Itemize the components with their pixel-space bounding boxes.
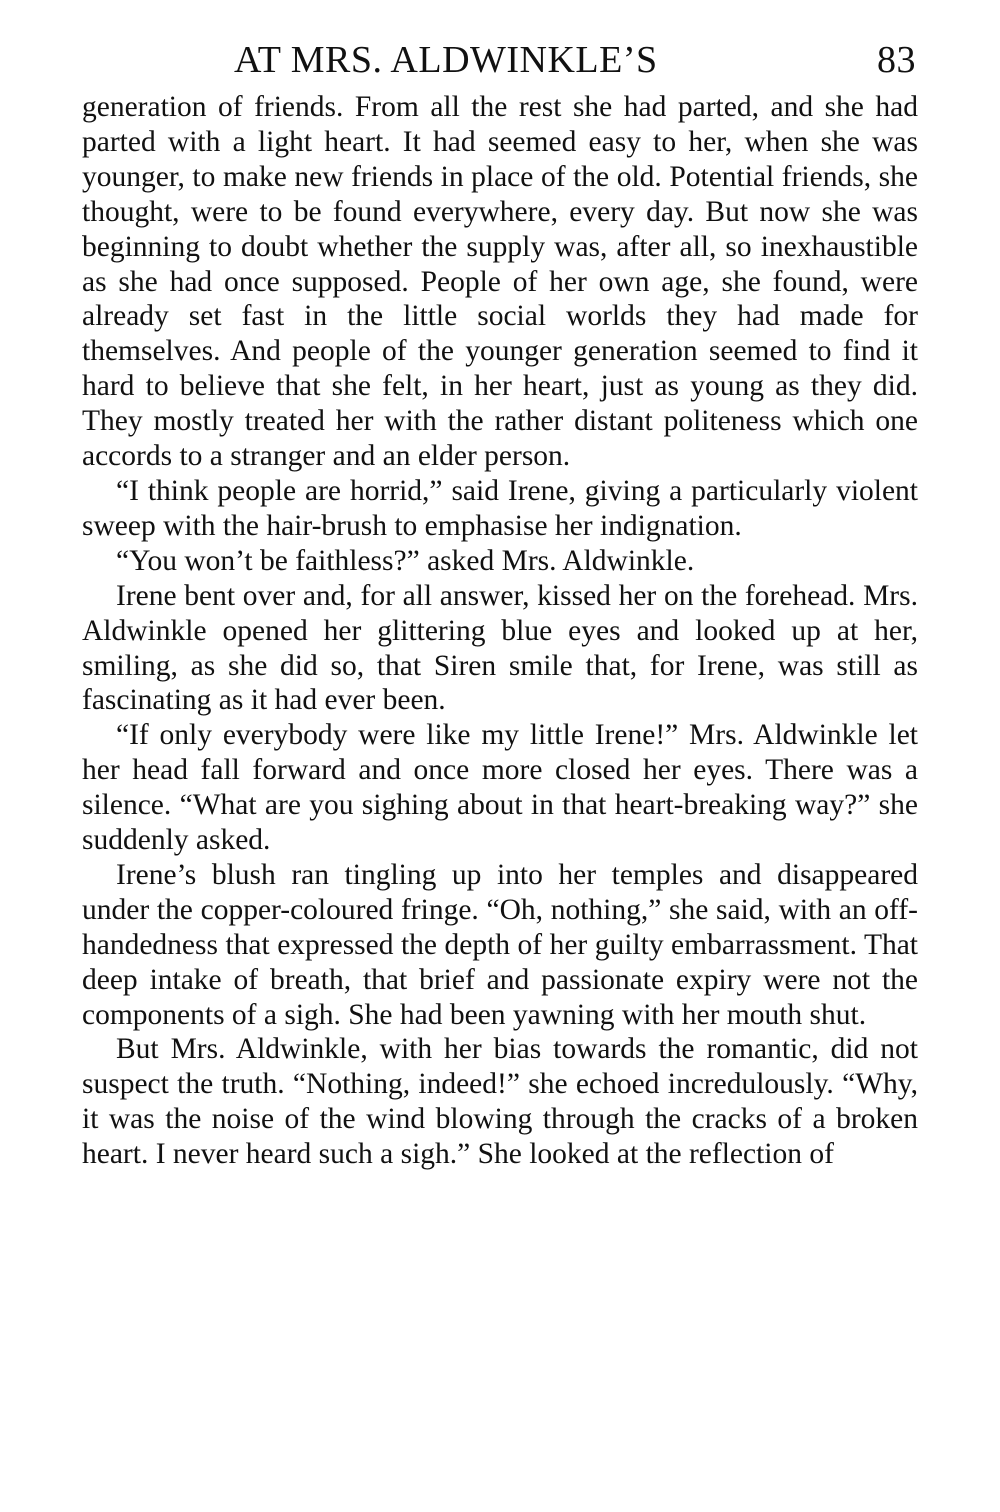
paragraph-2: “I think people are horrid,” said Irene, giving a particularly violent sweep with the hair-brush to emphasise her indignation.: [82, 474, 918, 542]
running-head: AT MRS. ALDWINKLE’S: [234, 39, 658, 81]
paragraph-6: Irene’s blush ran tingling up into her temples and disappeared under the copper-coloured fringe. “Oh, nothing,” she said, with an off-handedness that expressed the depth of her guilty embarrassment. That deep intake of breath, that brief and passionate expiry were not the components of a sigh. She had been yawning with her mouth shut.: [82, 858, 918, 1031]
page-number: 83: [877, 39, 916, 81]
paragraph-5: “If only everybody were like my little Irene!” Mrs. Aldwinkle let her head fall forward and once more closed her eyes. There was a silence. “What are you sighing about in that heart-breaking way?” she suddenly asked.: [82, 719, 918, 857]
page-header: [82, 30, 918, 90]
paragraph-1: generation of friends. From all the rest she had parted, and she had parted with a light heart. It had seemed easy to her, when she was younger, to make new friends in place of the old. Potential friends, she thought, were to be found everywhere, every day. But now she was beginning to doubt whether the supply was, after all, so inexhaustible as she had once supposed. People of her own age, she found, were already set fast in the little social worlds they had made for themselves. And people of the younger generation seemed to find it hard to believe that she felt, in her heart, just as young as they did. They mostly treated her with the rather distant politeness which one accords to a stranger and an elder person.: [82, 91, 918, 473]
body-text: [82, 90, 918, 1172]
book-page: [82, 30, 918, 1172]
paragraph-7: But Mrs. Aldwinkle, with her bias towards the romantic, did not suspect the truth. “Nothing, indeed!” she echoed incredulously. “Why, it was the noise of the wind blowing through the cracks of a broken heart. I never heard such a sigh.” She looked at the reflection of: [82, 1033, 918, 1171]
paragraph-4: Irene bent over and, for all answer, kissed her on the forehead. Mrs. Aldwinkle opened her glittering blue eyes and looked up at her, smiling, as she did so, that Siren smile that, for Irene, was still as fascinating as it had ever been.: [82, 579, 918, 717]
paragraph-3: “You won’t be faithless?” asked Mrs. Aldwinkle.: [116, 544, 695, 577]
